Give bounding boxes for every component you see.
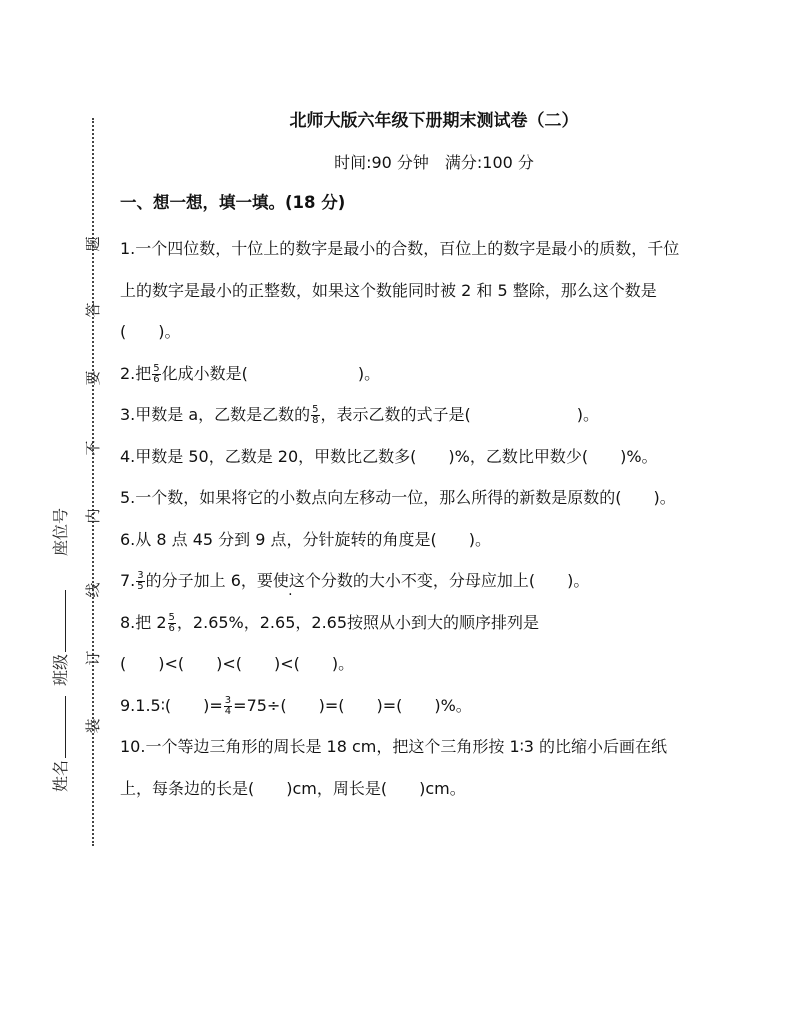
binding-char-6: 线 xyxy=(84,582,102,598)
repeating-digit: 5 · xyxy=(285,602,295,644)
name-label: 姓名 xyxy=(51,759,70,792)
name-blank xyxy=(51,696,66,758)
question-9: 9.1.5∶( )= $\frac{3}{4}$ =75÷( )=( )=( )%。 xyxy=(120,694,472,717)
question-4: 4.甲数是 50，乙数是 20，甲数比乙数多( )%，乙数比甲数少( )%。 xyxy=(120,446,658,466)
binding-dotted-line xyxy=(92,118,94,846)
binding-char-1: 题 xyxy=(84,236,102,252)
question-6: 6.从 8 点 45 分到 9 点，分针旋转的角度是( )。 xyxy=(120,529,491,549)
class-blank xyxy=(51,590,66,652)
question-8: 8.把 2 $\frac{5}{6}$ ，2.65%，2.65 ·，2.65按照从小到大的顺序排列是 ( )<( )<( )<( )。 xyxy=(120,602,680,685)
binding-char-3: 要 xyxy=(84,370,102,386)
question-2: 2.把 $\frac{5}{6}$ 化成小数是( )。 xyxy=(120,362,381,385)
binding-char-2: 答 xyxy=(84,302,102,318)
fraction: $\frac{5}{8}$ xyxy=(312,404,319,426)
question-area xyxy=(120,186,680,809)
fraction: $\frac{3}{4}$ xyxy=(224,694,232,717)
fraction: $\frac{5}{6}$ xyxy=(153,362,160,385)
binding-char-4: 不 xyxy=(84,440,102,456)
binding-char-8: 装 xyxy=(84,718,102,734)
name-field[interactable] xyxy=(48,696,71,792)
section-heading: 一、想一想，填一填。(18 分) xyxy=(120,193,346,212)
seat-number-field[interactable] xyxy=(48,508,71,556)
question-3: 3.甲数是 a，乙数是乙数的 $\frac{5}{8}$ ，表示乙数的式子是( )。 xyxy=(120,404,600,426)
binding-char-5: 内 xyxy=(84,508,102,524)
repeating-digits: 65 xyxy=(326,612,348,632)
seat-number-label: 座位号 xyxy=(51,507,70,556)
class-field[interactable] xyxy=(48,590,71,686)
question-5: 5.一个数，如果将它的小数点向左移动一位，那么所得的新数是原数的( )。 xyxy=(120,488,676,507)
question-7: 7. $\frac{3}{5}$ 的分子加上 6，要使这个分数的大小不变，分母应加上( )。 xyxy=(120,570,590,592)
binding-char-7: 订 xyxy=(84,650,102,666)
class-label: 班级 xyxy=(51,653,70,686)
exam-meta: 时间:90 分钟 满分:100 分 xyxy=(334,153,534,172)
exam-title: 北师大版六年级下册期末测试卷（二） xyxy=(289,111,579,131)
question-1: 1.一个四位数，十位上的数字是最小的合数，百位上的数字是最小的质数，千位上的数字是最小的正整数，如果这个数能同时被 2 和 5 整除，那么这个数是( )。 xyxy=(120,239,680,341)
fraction: $\frac{5}{6}$ xyxy=(168,611,175,634)
question-10: 10.一个等边三角形的周长是 18 cm，把这个三角形按 1∶3 的比缩小后画在纸上，每条边的长是( )cm，周长是( )cm。 xyxy=(120,737,668,798)
fraction: $\frac{3}{5}$ xyxy=(137,570,144,592)
